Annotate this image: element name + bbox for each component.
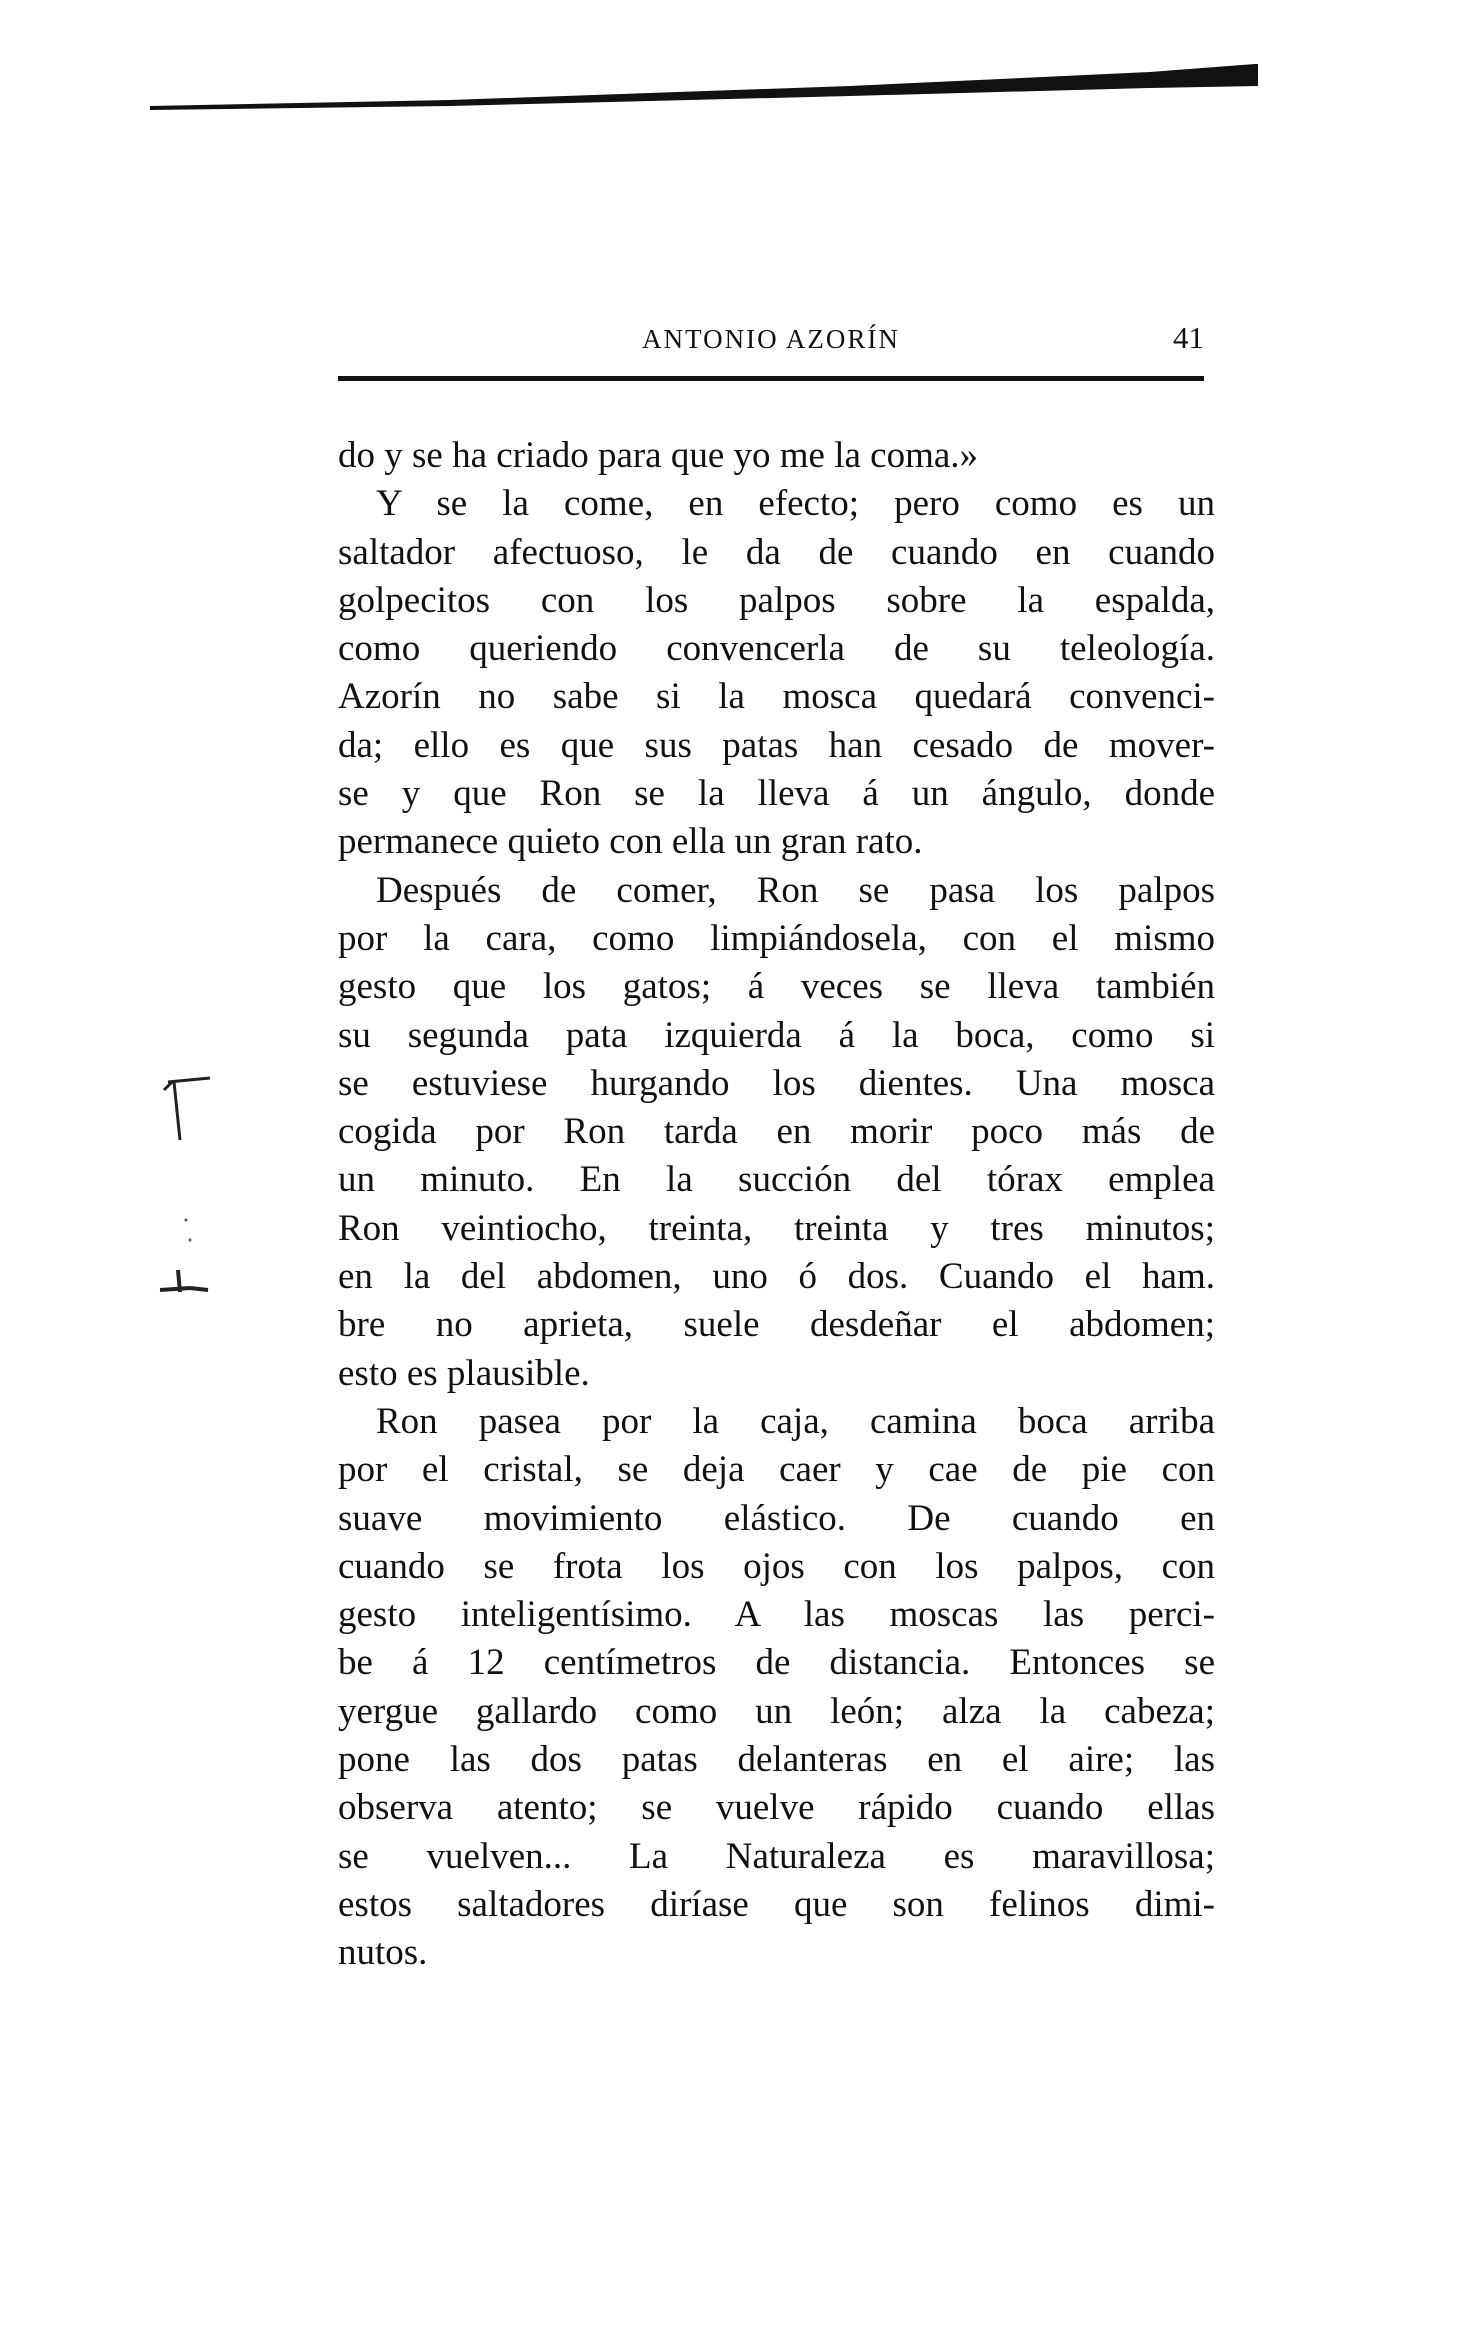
text-line: Azorín no sabe si la mosca quedará convenci- xyxy=(338,676,1215,718)
running-header xyxy=(338,318,1204,358)
margin-bracket-mark xyxy=(150,1060,250,1380)
header-rule xyxy=(338,376,1204,381)
text-line: estos saltadores diríase que son felinos dimi- xyxy=(338,1883,1215,1925)
text-line: suave movimiento elástico. De cuando en xyxy=(338,1497,1215,1539)
text-line: Ron veintiocho, treinta, treinta y tres minutos; xyxy=(338,1207,1215,1249)
text-line: se vuelven... La Naturaleza es maravillosa; xyxy=(338,1835,1215,1877)
text-line: yergue gallardo como un león; alza la cabeza; xyxy=(338,1690,1215,1732)
text-line: da; ello es que sus patas han cesado de mover- xyxy=(338,724,1215,766)
text-line: esto es plausible. xyxy=(338,1352,590,1394)
text-line: gesto que los gatos; á veces se lleva también xyxy=(338,966,1215,1008)
text-line: do y se ha criado para que yo me la coma.» xyxy=(338,435,979,476)
text-line: bre no aprieta, suele desdeñar el abdomen; xyxy=(338,1304,1215,1346)
running-title: ANTONIO AZORÍN xyxy=(642,324,900,354)
text-line: cogida por Ron tarda en morir poco más de xyxy=(338,1111,1215,1153)
text-line: cuando se frota los ojos con los palpos, con xyxy=(338,1545,1215,1587)
text-line: Y se la come, en efecto; pero como es un xyxy=(376,483,1215,525)
text-line: su segunda pata izquierda á la boca, como si xyxy=(338,1014,1215,1056)
text-line: por el cristal, se deja caer y cae de pie con xyxy=(338,1449,1215,1491)
text-line: be á 12 centímetros de distancia. Entonces se xyxy=(338,1642,1215,1684)
text-line: Ron pasea por la caja, camina boca arriba xyxy=(376,1400,1215,1442)
text-line: pone las dos patas delanteras en el aire; las xyxy=(338,1739,1215,1781)
body-text xyxy=(338,432,1215,1978)
top-printed-bar xyxy=(150,60,1258,114)
text-line: gesto inteligentísimo. A las moscas las perci- xyxy=(338,1594,1215,1636)
text-line: golpecitos con los palpos sobre la espalda, xyxy=(338,579,1215,621)
text-line: como queriendo convencerla de su teleología. xyxy=(338,628,1215,670)
text-line: saltador afectuoso, le da de cuando en cuando xyxy=(338,531,1215,573)
text-line: observa atento; se vuelve rápido cuando ellas xyxy=(338,1787,1215,1829)
text-line: se estuviese hurgando los dientes. Una mosca xyxy=(338,1062,1215,1104)
page-number: 41 xyxy=(1173,320,1204,355)
text-line: en la del abdomen, uno ó dos. Cuando el ham. xyxy=(338,1256,1215,1298)
text-line: permanece quieto con ella un gran rato. xyxy=(338,821,923,863)
text-line: un minuto. En la succión del tórax emplea xyxy=(338,1159,1215,1201)
text-line: nutos. xyxy=(338,1932,428,1974)
text-line: por la cara, como limpiándosela, con el mismo xyxy=(338,917,1215,959)
text-line: se y que Ron se la lleva á un ángulo, donde xyxy=(338,773,1215,815)
text-line: Después de comer, Ron se pasa los palpos xyxy=(376,869,1215,911)
